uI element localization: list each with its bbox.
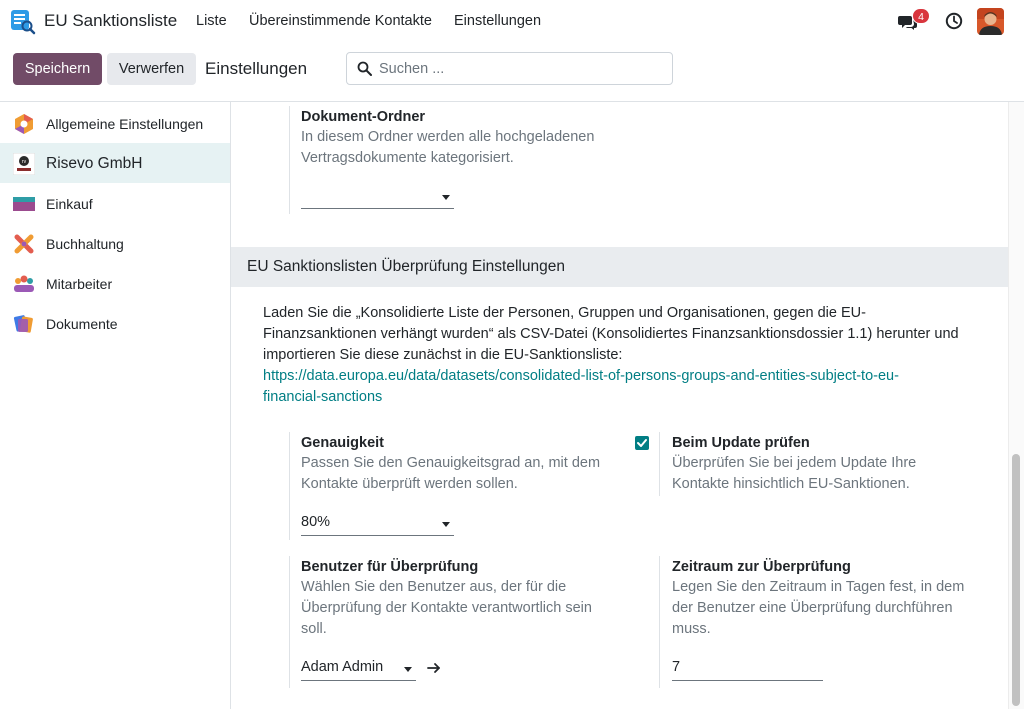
search-box[interactable] bbox=[346, 52, 673, 85]
chevron-down-icon bbox=[404, 667, 412, 672]
intro-line: Laden Sie die „Konsolidierte Liste der Personen, Gruppen und Organisationen, gegen die EU- bbox=[263, 305, 866, 321]
review-user-value: Adam Admin bbox=[301, 659, 384, 675]
doc-folder-desc-line2: Vertragsdokumente kategorisiert. bbox=[301, 150, 514, 166]
chevron-down-icon bbox=[442, 522, 450, 527]
chevron-down-icon bbox=[442, 195, 450, 200]
review-user-desc-line2: Überprüfung der Kontakte verantwortlich sein bbox=[301, 600, 592, 616]
sidebar-item-risevo[interactable] bbox=[0, 143, 230, 183]
search-icon bbox=[357, 61, 372, 76]
setting-divider bbox=[289, 556, 290, 688]
link-line: financial-sanctions bbox=[263, 389, 383, 405]
menu-settings[interactable]: Einstellungen bbox=[454, 13, 542, 29]
doc-folder-title: Dokument-Ordner bbox=[301, 109, 426, 125]
setting-divider bbox=[289, 432, 290, 540]
setting-divider bbox=[659, 556, 660, 688]
review-user-desc-line3: soll. bbox=[301, 621, 327, 637]
sidebar-item-accounting[interactable] bbox=[0, 223, 230, 263]
review-period-value: 7 bbox=[672, 659, 681, 675]
scrollbar-thumb[interactable] bbox=[1012, 454, 1020, 706]
sidebar-item-general[interactable] bbox=[0, 103, 230, 143]
accuracy-desc-line2: Kontakte überprüft werden sollen. bbox=[301, 476, 518, 492]
arrow-right-icon[interactable] bbox=[427, 662, 441, 674]
user-avatar[interactable] bbox=[977, 8, 1004, 35]
clock-icon[interactable] bbox=[945, 12, 963, 30]
save-button[interactable]: Speichern bbox=[13, 53, 102, 85]
sidebar-item-label: Einkauf bbox=[46, 196, 93, 212]
sidebar-item-label: Risevo GmbH bbox=[46, 155, 143, 172]
check-update-desc-line1: Überprüfen Sie bei jedem Update Ihre bbox=[672, 455, 917, 471]
accuracy-value: 80% bbox=[301, 514, 331, 530]
review-period-desc-line1: Legen Sie den Zeitraum in Tagen fest, in dem bbox=[672, 579, 965, 595]
sidebar-item-label: Allgemeine Einstellungen bbox=[46, 116, 204, 132]
accuracy-desc-line1: Passen Sie den Genauigkeitsgrad an, mit dem bbox=[301, 455, 601, 471]
sanctions-list-link[interactable] bbox=[263, 366, 983, 408]
doc-folder-desc-line1: In diesem Ordner werden alle hochgeladenen bbox=[301, 129, 595, 145]
review-period-title: Zeitraum zur Überprüfung bbox=[672, 559, 851, 575]
check-on-update-checkbox[interactable] bbox=[635, 436, 649, 450]
sidebar-item-label: Mitarbeiter bbox=[46, 276, 113, 292]
documents-icon bbox=[13, 313, 35, 335]
intro-text bbox=[263, 303, 983, 366]
intro-line: importieren Sie diese zunächst in die EU-Sanktionsliste: bbox=[263, 347, 623, 363]
setting-divider bbox=[289, 106, 290, 214]
setting-divider bbox=[659, 432, 660, 496]
review-period-desc-line3: muss. bbox=[672, 621, 711, 637]
sidebar-item-label: Buchhaltung bbox=[46, 236, 124, 252]
settings-hexagon-icon bbox=[13, 113, 35, 135]
discard-button[interactable]: Verwerfen bbox=[107, 53, 196, 85]
menu-liste[interactable]: Liste bbox=[196, 13, 227, 29]
link-line: https://data.europa.eu/data/datasets/consolidated-list-of-persons-groups-and-entities-subject-to-eu- bbox=[263, 368, 899, 384]
settings-sidebar bbox=[0, 102, 231, 709]
accounting-icon bbox=[13, 233, 35, 255]
settings-content bbox=[231, 102, 1008, 709]
risevo-logo-icon bbox=[13, 153, 35, 175]
sidebar-item-purchase[interactable] bbox=[0, 183, 230, 223]
accuracy-select[interactable] bbox=[301, 514, 454, 536]
employees-icon bbox=[13, 273, 35, 295]
doc-folder-select[interactable] bbox=[301, 187, 454, 209]
search-input[interactable] bbox=[379, 58, 664, 80]
section-title: EU Sanktionslisten Überprüfung Einstellungen bbox=[247, 258, 565, 275]
check-update-desc-line2: Kontakte hinsichtlich EU-Sanktionen. bbox=[672, 476, 910, 492]
top-navbar bbox=[0, 0, 1024, 44]
menu-matching-contacts[interactable]: Übereinstimmende Kontakte bbox=[249, 13, 432, 29]
intro-line: Finanzsanktionen verhängt wurden“ als CSV-Datei (Konsolidiertes Finanzsanktionsdossier 1.1) herunter und bbox=[263, 326, 959, 342]
review-user-title: Benutzer für Überprüfung bbox=[301, 559, 479, 575]
control-panel bbox=[0, 44, 1024, 102]
section-header bbox=[231, 247, 1008, 287]
app-title[interactable]: EU Sanktionsliste bbox=[44, 11, 178, 30]
purchase-icon bbox=[13, 193, 35, 215]
breadcrumb: Einstellungen bbox=[205, 59, 308, 78]
review-user-desc-line1: Wählen Sie den Benutzer aus, der für die bbox=[301, 579, 567, 595]
review-user-select[interactable] bbox=[301, 659, 416, 681]
check-update-title: Beim Update prüfen bbox=[672, 435, 810, 451]
sidebar-item-employees[interactable] bbox=[0, 263, 230, 303]
accuracy-title: Genauigkeit bbox=[301, 435, 384, 451]
app-logo-icon[interactable] bbox=[10, 9, 36, 35]
sidebar-item-label: Dokumente bbox=[46, 316, 118, 332]
review-period-input[interactable] bbox=[672, 659, 823, 681]
sidebar-item-documents[interactable] bbox=[0, 303, 230, 343]
checkmark-icon bbox=[635, 436, 649, 450]
chat-count-badge: 4 bbox=[912, 8, 930, 24]
review-period-desc-line2: der Benutzer eine Überprüfung durchführen bbox=[672, 600, 953, 616]
svg-text:rv: rv bbox=[21, 159, 27, 165]
